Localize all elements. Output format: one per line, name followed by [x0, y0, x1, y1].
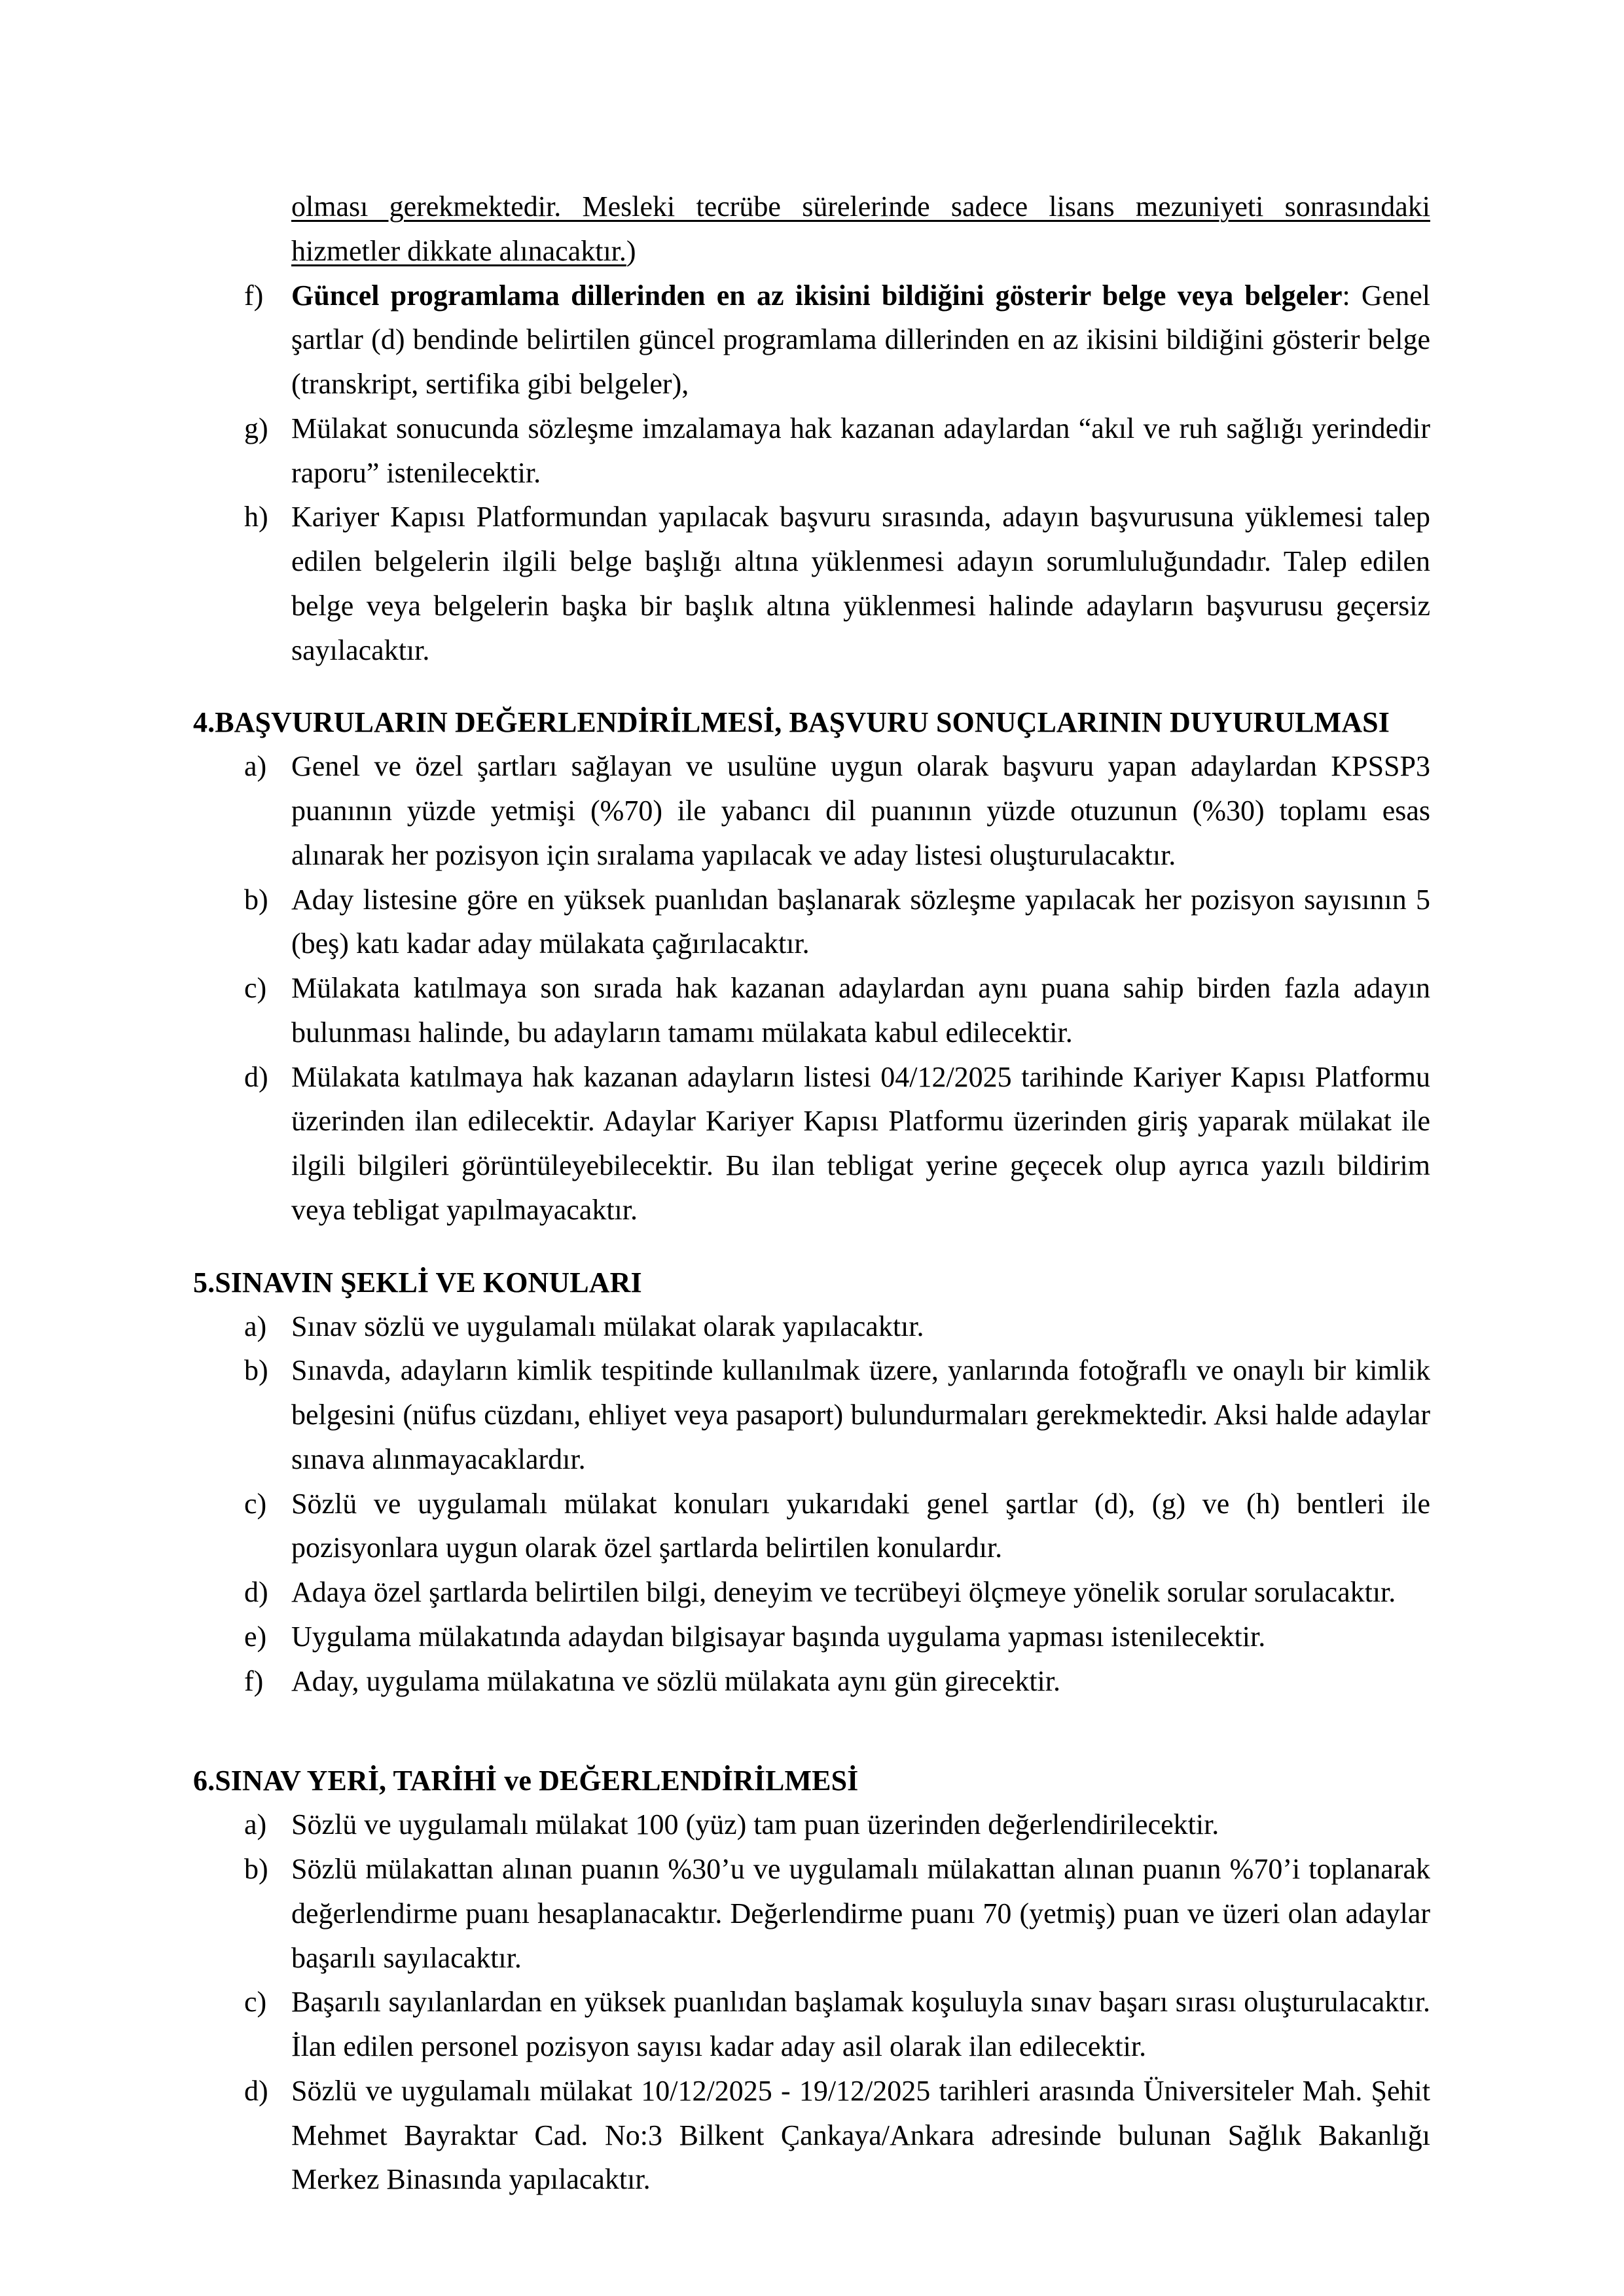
list-item	[193, 878, 1430, 967]
list-marker: h)	[244, 501, 268, 533]
list-marker: c)	[244, 1487, 267, 1520]
list-item-text: Kariyer Kapısı Platformundan yapılacak başvuru sırasında, adayın başvurusuna yüklemesi talep edilen belgelerin ilgili belge başlığı altına yüklenmesi adayın sorumluluğundadır. Talep edilen belge veya belgelerin başka bir başlık altına yüklenmesi halinde adayların başvurusu geçersiz sayılacaktır.	[291, 501, 1430, 666]
list-item	[193, 1482, 1430, 1571]
list-marker: b)	[244, 1354, 268, 1387]
list-marker: d)	[244, 2074, 268, 2107]
section-4-list	[193, 744, 1430, 1232]
section-spacer	[193, 1703, 1430, 1759]
list-item-text: : Genel şartlar (d) bendinde belirtilen güncel programlama dillerinden en az ikisini bildiğini gösterir belge (transkript, sertifika gibi belgeler),	[291, 279, 1430, 400]
list-marker: c)	[244, 1986, 267, 2018]
list-marker: e)	[244, 1620, 267, 1653]
intro-underlined-text: olması gerekmektedir. Mesleki tecrübe sürelerinde sadece lisans mezuniyeti sonrasındaki hizmetler dikkate alınacaktır.	[291, 190, 1430, 267]
section-heading-4: 4.BAŞVURULARIN DEĞERLENDİRİLMESİ, BAŞVURU SONUÇLARININ DUYURULMASI	[193, 706, 1390, 739]
section-heading-6-conjunction: ve	[504, 1765, 532, 1797]
list-marker: b)	[244, 1853, 268, 1885]
continued-list	[193, 274, 1430, 673]
list-marker: a)	[244, 1808, 267, 1841]
list-item-text: Mülakata katılmaya hak kazanan adayların listesi 04/12/2025 tarihinde Kariyer Kapısı Platformu üzerinden ilan edilecektir. Adaylar Kariyer Kapısı Platformu üzerinden giriş yaparak mülakat ile ilgili bilgileri görüntüleyebilecektir. Bu ilan tebligat yerine geçecek olup ayrıca yazılı bildirim veya tebligat yapılmayacaktır.	[291, 1060, 1430, 1226]
list-marker: d)	[244, 1060, 268, 1093]
list-item	[193, 406, 1430, 495]
list-marker: b)	[244, 883, 268, 916]
list-item-text: Aday listesine göre en yüksek puanlıdan başlanarak sözleşme yapılacak her pozisyon sayısının 5 (beş) katı kadar aday mülakata çağırılacaktır.	[291, 883, 1430, 960]
list-item-text: Adaya özel şartlarda belirtilen bilgi, deneyim ve tecrübeyi ölçmeye yönelik sorular sorulacaktır.	[291, 1576, 1396, 1608]
list-marker: a)	[244, 1310, 267, 1342]
list-item	[193, 1570, 1430, 1615]
list-marker: f)	[244, 279, 264, 312]
section-heading-6-part-before: 6.SINAV YERİ, TARİHİ	[193, 1765, 505, 1797]
list-item	[193, 1304, 1430, 1349]
list-item	[193, 966, 1430, 1055]
section-spacer	[193, 672, 1430, 701]
list-item-text: Sınavda, adayların kimlik tespitinde kullanılmak üzere, yanlarında fotoğraflı ve onaylı bir kimlik belgesini (nüfus cüzdanı, ehliyet veya pasaport) bulundurmaları gerekmektedir. Aksi halde adaylar sınava alınmayacaklardır.	[291, 1354, 1430, 1475]
list-marker: a)	[244, 750, 267, 783]
intro-trailing-text: )	[626, 234, 636, 267]
list-item-text: Mülakat sonucunda sözleşme imzalamaya hak kazanan adaylardan “akıl ve ruh sağlığı yerindedir raporu” istenilecektir.	[291, 412, 1430, 489]
list-item	[193, 2069, 1430, 2202]
list-item	[193, 1847, 1430, 1980]
list-item-text: Sözlü ve uygulamalı mülakat 100 (yüz) tam puan üzerinden değerlendirilecektir.	[291, 1808, 1219, 1841]
section-heading-6-part-after: DEĞERLENDİRİLMESİ	[532, 1765, 859, 1797]
list-item-text: Sözlü mülakattan alınan puanın %30’u ve uygulamalı mülakattan alınan puanın %70’i toplanarak değerlendirme puanı hesaplanacaktır. Değerlendirme puanı 70 (yetmiş) puan ve üzeri olan adaylar başarılı sayılacaktır.	[291, 1853, 1430, 1974]
intro-paragraph	[291, 185, 1430, 274]
list-item-text: Sınav sözlü ve uygulamalı mülakat olarak yapılacaktır.	[291, 1310, 924, 1342]
list-marker: d)	[244, 1576, 268, 1608]
list-item-text: Sözlü ve uygulamalı mülakat 10/12/2025 - 19/12/2025 tarihleri arasında Üniversiteler Mah. Şehit Mehmet Bayraktar Cad. No:3 Bilkent Çankaya/Ankara adresinde bulunan Sağlık Bakanlığı Merkez Binasında yapılacaktır.	[291, 2074, 1430, 2196]
section-spacer	[193, 1232, 1430, 1261]
list-item	[193, 1659, 1430, 1704]
list-item	[193, 1615, 1430, 1659]
list-item	[193, 274, 1430, 406]
list-item-body	[291, 274, 1430, 406]
list-item-text: Mülakata katılmaya son sırada hak kazanan adaylardan aynı puana sahip birden fazla adayın bulunması halinde, bu adayların tamamı mülakata kabul edilecektir.	[291, 972, 1430, 1049]
list-item-text: Başarılı sayılanlardan en yüksek puanlıdan başlamak koşuluyla sınav başarı sırası oluşturulacaktır. İlan edilen personel pozisyon sayısı kadar aday asil olarak ilan edilecektir.	[291, 1986, 1430, 2062]
list-item	[193, 495, 1430, 672]
list-item	[193, 1348, 1430, 1481]
section-heading-5: 5.SINAVIN ŞEKLİ VE KONULARI	[193, 1266, 642, 1299]
list-item-text: Aday, uygulama mülakatına ve sözlü mülakata aynı gün girecektir.	[291, 1664, 1061, 1697]
section-5-list	[193, 1304, 1430, 1704]
section-heading-6	[193, 1759, 1430, 1803]
list-item	[193, 1803, 1430, 1847]
list-item	[193, 1980, 1430, 2069]
list-item-text: Uygulama mülakatında adaydan bilgisayar başında uygulama yapması istenilecektir.	[291, 1620, 1266, 1653]
list-item	[193, 1055, 1430, 1232]
list-marker: f)	[244, 1664, 264, 1697]
list-item-bold-lead: Güncel programlama dillerinden en az ikisini bildiğini gösterir belge veya belgeler	[291, 279, 1343, 312]
section-6-list	[193, 1803, 1430, 2202]
list-marker: c)	[244, 972, 267, 1004]
document-content	[193, 185, 1430, 2202]
list-marker: g)	[244, 412, 268, 444]
list-item-text: Sözlü ve uygulamalı mülakat konuları yukarıdaki genel şartlar (d), (g) ve (h) bentleri ile pozisyonlara uygun olarak özel şartlarda belirtilen konulardır.	[291, 1487, 1430, 1564]
list-item-text: Genel ve özel şartları sağlayan ve usulüne uygun olarak başvuru yapan adaylardan KPSSP3 puanının yüzde yetmişi (%70) ile yabancı dil puanının yüzde otuzunun (%30) toplamı esas alınarak her pozisyon için sıralama yapılacak ve aday listesi oluşturulacaktır.	[291, 750, 1430, 871]
list-item	[193, 744, 1430, 877]
